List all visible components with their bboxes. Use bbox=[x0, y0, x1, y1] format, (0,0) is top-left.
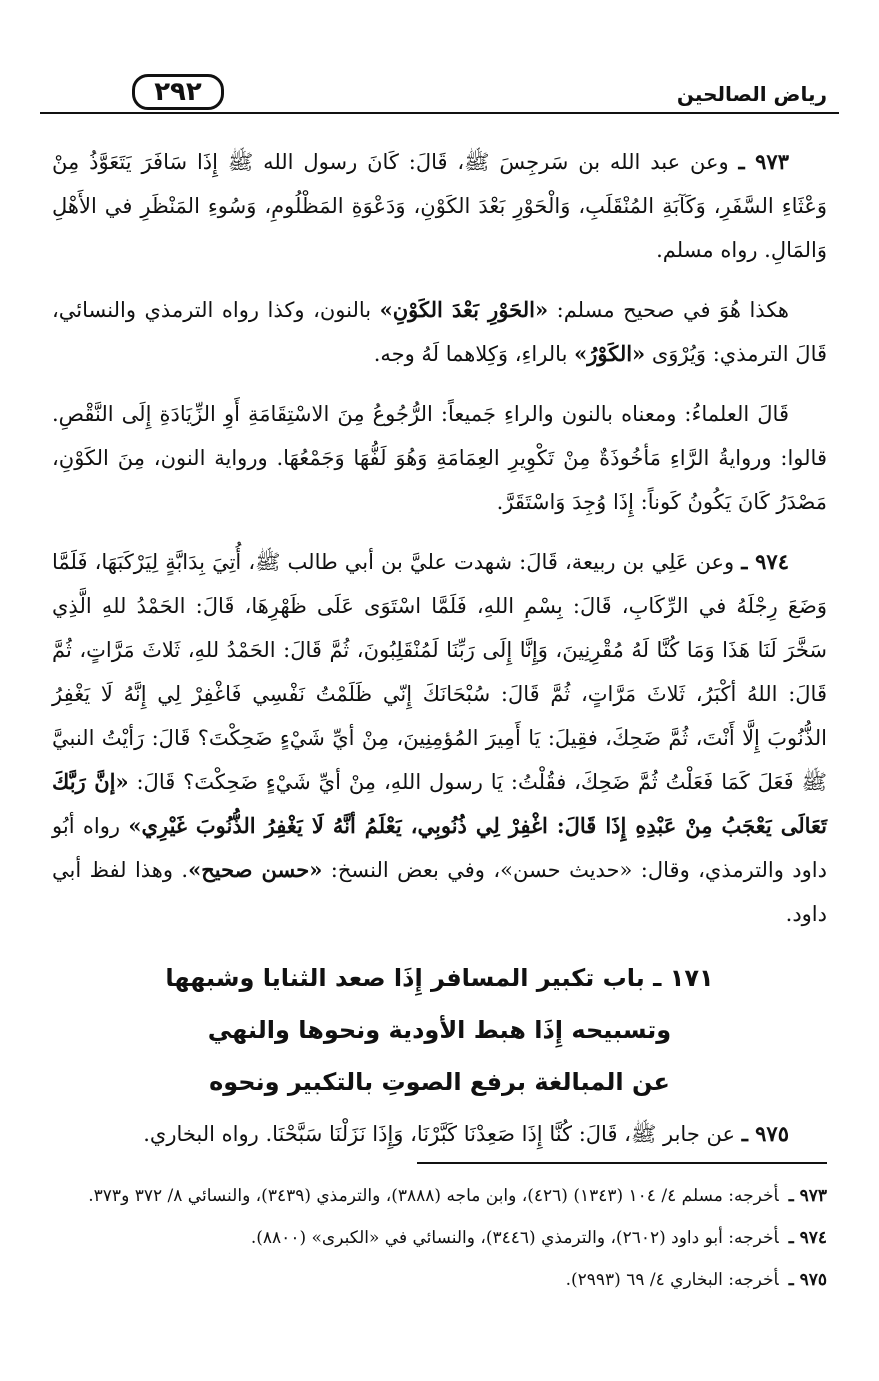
footnote-number: ٩٧٥ ـ bbox=[788, 1270, 827, 1290]
main-text bbox=[52, 140, 827, 1172]
highlighted-phrase: «حسن صحيح» bbox=[188, 857, 323, 882]
footnote bbox=[52, 1178, 827, 1214]
hadith-number: ٩٧٤ ـ bbox=[741, 549, 789, 574]
chapter-heading-line: وتسبيحه إِذَا هبط الأودية ونحوها والنهي bbox=[207, 1016, 672, 1044]
hadith-973 bbox=[52, 140, 827, 272]
commentary-text: بالراءِ، وَكِلاهما لَهُ وجه. bbox=[373, 342, 575, 366]
footnote bbox=[52, 1220, 827, 1256]
footnote-number: ٩٧٤ ـ bbox=[788, 1228, 827, 1248]
hadith-text: . وهذا لفظ أبي داود. bbox=[52, 858, 827, 926]
hadith-number: ٩٧٣ ـ bbox=[738, 149, 789, 174]
page-number: ٢٩٢ bbox=[132, 74, 224, 110]
hadith-text: رواه أبُو داود والترمذي، وقال: «حديث حسن»، وفي بعض النسخ: bbox=[52, 814, 827, 882]
chapter-heading-line: عن المبالغة برفع الصوتِ بالتكبير ونحوه bbox=[209, 1068, 670, 1096]
highlighted-phrase: «الحَوْرِ بَعْدَ الكَوْنِ» bbox=[379, 297, 549, 322]
footnotes bbox=[52, 1178, 827, 1304]
header-divider bbox=[40, 112, 839, 114]
hadith-text: وعن عَلِي بن ربيعة، قَالَ: شهدت عليَّ بن أبي طالب ﷺ، أُتِيَ بِدَابَّةٍ لِيَرْكَبَهَا، فَلَمَّا وَضَعَ رِجْلَهُ في الرِّكَابِ، قَالَ: بِسْمِ اللهِ، فَلَمَّا اسْتَوَى عَلَى ظَهْرِهَا، قَالَ: الحَمْدُ للهِ الَّذِي سَخَّرَ لَنَا هَذَا وَمَا كُنَّا لَهُ مُقْرِنِينَ، وَإِنَّا إِلَى رَبِّنَا لَمُنْقَلِبُونَ، ثُمَّ قَالَ: الحَمْدُ للهِ، ثَلاثَ مَرَّاتٍ، ثُمَّ قَالَ: اللهُ أكْبَرُ، ثَلاثَ مَرَّاتٍ، ثُمَّ قَالَ: سُبْحَانَكَ إِنّي ظَلَمْتُ نَفْسِي فَاغْفِرْ لِي إِنَّهُ لَا يَغْفِرُ الذُّنُوبَ إِلَّا أَنْتَ، ثُمَّ ضَحِكَ، فقِيلَ: يَا أَمِيرَ المُؤمِنِينَ، مِنْ أيِّ شَيْءٍ ضَحِكْتَ؟ قَالَ: رَأيْتُ النبيَّ ﷺ فَعَلَ كَمَا فَعَلْتُ ثُمَّ ضَحِكَ، فقُلْتُ: يَا رسول اللهِ، مِنْ أيِّ شَيْءٍ ضَحِكْتَ؟ قَالَ: bbox=[52, 550, 827, 794]
footnote-text: أخرجه: مسلم ٤/ ١٠٤ (١٣٤٣) (٤٢٦)، وابن ماجه (٣٨٨٨)، والترمذي (٣٤٣٩)، والنسائي ٨/ ٣٧٢ و٣٧٣. bbox=[88, 1186, 779, 1206]
commentary-paragraph bbox=[52, 288, 827, 376]
highlighted-phrase: «الكَوْرُ» bbox=[574, 341, 646, 366]
hadith-975 bbox=[52, 1112, 827, 1156]
chapter-heading-line: ١٧١ ـ باب تكبير المسافر إِذَا صعد الثنايا وشبهها bbox=[165, 964, 714, 992]
commentary-text: بالنون، وكذا رواه الترمذي والنسائي، قَالَ الترمذي: وَيُرْوَى bbox=[52, 298, 827, 366]
hadith-974 bbox=[52, 540, 827, 936]
highlighted-phrase: «إنَّ رَبَّكَ تَعَالَى يَعْجَبُ مِنْ عَبْدِهِ إِذَا قَالَ: اغْفِرْ لِي ذُنُوبِي، يَعْلَمُ أنَّهُ لَا يَغْفِرُ الذُّنُوبَ غَيْرِي» bbox=[52, 769, 827, 838]
hadith-text: عن جابر ﷺ، قَالَ: كُنَّا إِذَا صَعِدْنَا كَبَّرْنَا، وَإِذَا نَزَلْنَا سَبَّحْنَا. رواه البخاري. bbox=[143, 1122, 735, 1146]
hadith-number: ٩٧٥ ـ bbox=[741, 1121, 789, 1146]
footnote-number: ٩٧٣ ـ bbox=[788, 1186, 827, 1206]
hadith-text: وعن عبد الله بن سَرجِسَ ﷺ، قَالَ: كَانَ رسول الله ﷺ إِذَا سَافَرَ يَتَعَوَّذُ مِنْ وَعْثَاءِ السَّفَرِ، وَكَآبَةِ المُنْقَلَبِ، وَالْحَوْرِ بَعْدَ الكَوْنِ، وَدَعْوَةِ المَظْلُومِ، وَسُوءِ المَنْظَرِ في الأَهْلِ وَالمَالِ. رواه مسلم. bbox=[52, 150, 827, 262]
commentary-paragraph bbox=[52, 392, 827, 524]
commentary-text: هكذا هُوَ في صحيح مسلم: bbox=[548, 298, 790, 322]
commentary-text: قَالَ العلماءُ: ومعناه بالنون والراءِ جَميعاً: الرُّجُوعُ مِنَ الاسْتِقَامَةِ أَوِ الزِّيَادَةِ إِلَى النَّقْصِ. قالوا: وروايةُ الرَّاءِ مَأخُوذَةٌ مِنْ تَكْوِيرِ العِمَامَةِ وَهُوَ لَفُّهَا وَجَمْعُهَا. ورواية النون، مِنَ الكَوْنِ، مَصْدَرُ كَانَ يَكُونُ كَوناً: إِذَا وُجِدَ وَاسْتَقَرَّ. bbox=[52, 402, 827, 514]
page-header bbox=[40, 68, 839, 120]
footnote-text: أخرجه: البخاري ٤/ ٦٩ (٢٩٩٣). bbox=[565, 1270, 779, 1290]
footnote bbox=[52, 1262, 827, 1298]
chapter-heading bbox=[52, 952, 827, 1108]
footnote-divider bbox=[417, 1162, 827, 1164]
footnote-text: أخرجه: أبو داود (٢٦٠٢)، والترمذي (٣٤٤٦)، والنسائي في «الكبرى» (٨٨٠٠). bbox=[250, 1228, 779, 1248]
book-title: رياض الصالحين bbox=[676, 82, 827, 106]
